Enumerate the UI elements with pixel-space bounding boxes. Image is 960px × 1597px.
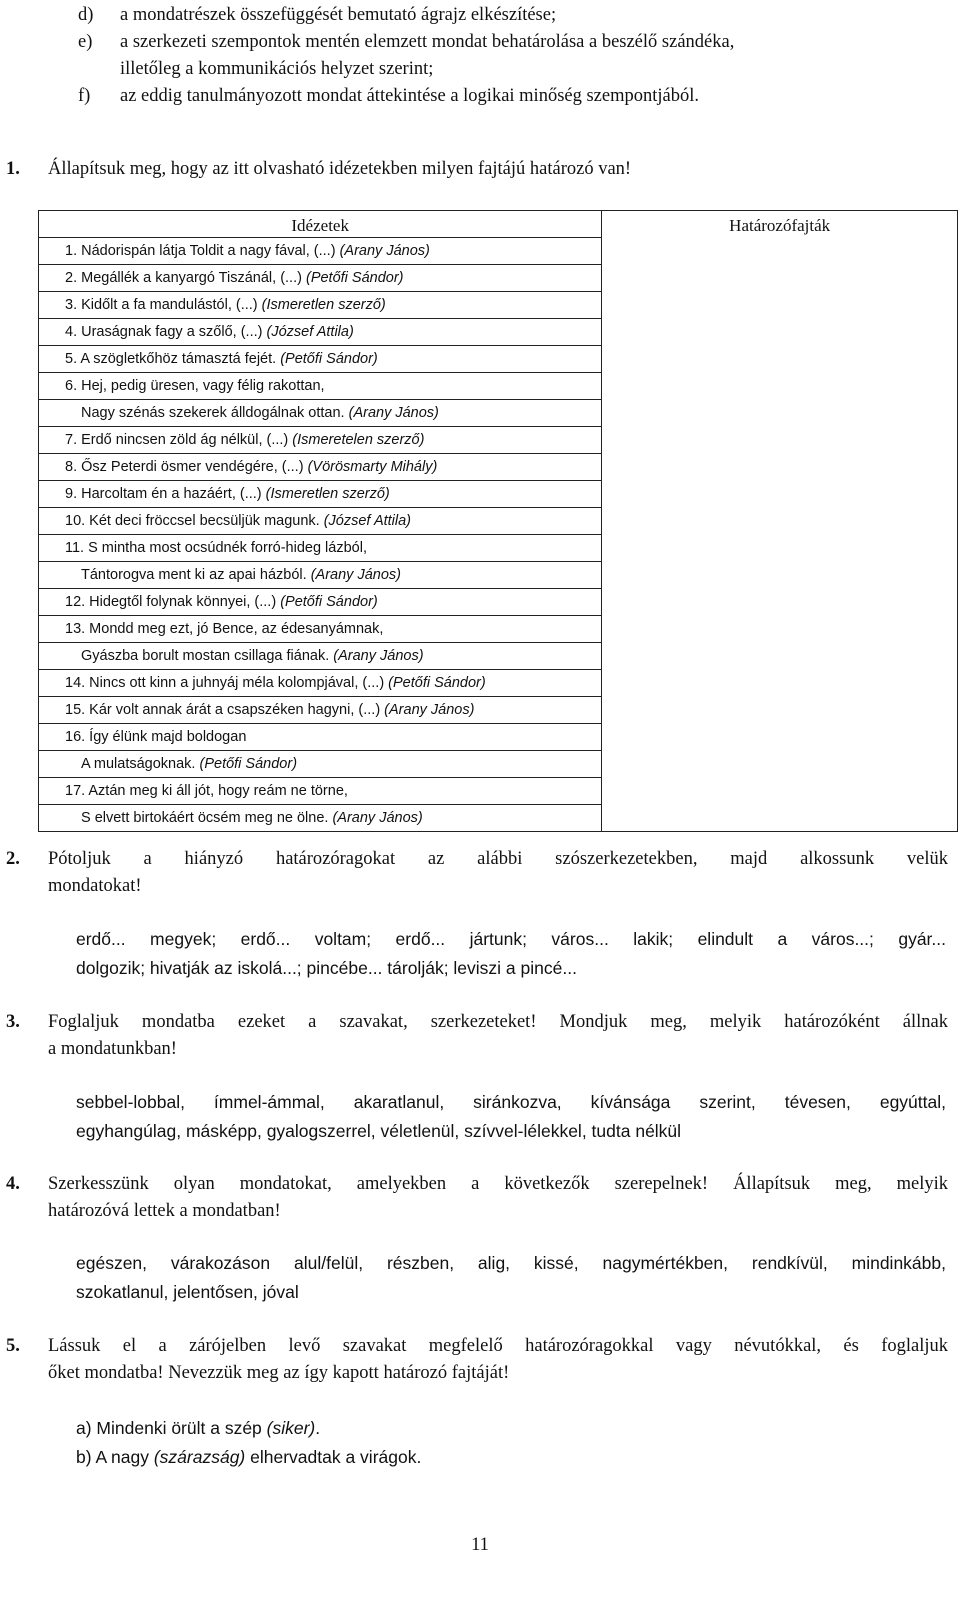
- intro-item-e: [78, 29, 958, 56]
- quote-text: 7. Erdő nincsen zöld ág nélkül, (...): [65, 432, 293, 448]
- intro-list: [78, 2, 958, 110]
- task-text-line2: határozóvá lettek a mondatban!: [48, 1201, 281, 1221]
- quote-row-line: [39, 291, 601, 318]
- quote-author: (József Attila): [266, 324, 354, 340]
- quote-text: 14. Nincs ott kinn a juhnyáj méla kolompjával, (...): [65, 675, 389, 691]
- quote-author: (Petőfi Sándor): [280, 594, 378, 610]
- quote-text: 10. Két deci fröccsel becsüljük magunk.: [65, 513, 324, 529]
- quote-row-line: [39, 777, 601, 804]
- task-3-words-line2: egyhangúlag, másképp, gyalogszerrel, véletlenül, szívvel-lélekkel, tudta nélkül: [76, 1121, 682, 1141]
- task-text-line1: Lássuk el a zárójelben levő szavakat megfelelő határozóragokkal vagy névutókkal, és foglaljuk: [48, 1336, 948, 1356]
- quote-author: (Petőfi Sándor): [280, 351, 378, 367]
- quote-text: 16. Így élünk majd boldogan: [65, 729, 247, 745]
- quote-row-line: [39, 642, 601, 669]
- intro-letter: f): [78, 86, 91, 106]
- intro-item-d: [78, 2, 958, 29]
- quote-row-line: [39, 750, 601, 777]
- quote-text: 5. A szögletkőhöz támasztá fejét.: [65, 351, 281, 367]
- task-text-line2: a mondatunkban!: [48, 1039, 177, 1059]
- intro-text: a mondatrészek összefüggését bemutató ágrajz elkészítése;: [120, 5, 557, 25]
- task-3-words-line1: sebbel-lobbal, ímmel-ámmal, akaratlanul, siránkozva, kívánsága szerint, tévesen, egyúttal,: [76, 1092, 946, 1112]
- quote-row-line: [39, 588, 601, 615]
- quote-text: S elvett birtokáért öcsém meg ne ölne.: [81, 810, 333, 826]
- quote-text: A mulatságoknak.: [81, 756, 200, 772]
- quote-author: (Ismeretlen szerző): [261, 297, 386, 313]
- quote-author: (Arany János): [333, 648, 424, 664]
- task-text-line1: Foglaljuk mondatba ezeket a szavakat, szerkezeteket! Mondjuk meg, melyik határozóként állnak: [48, 1012, 948, 1032]
- intro-text: a szerkezeti szempontok mentén elemzett mondat behatárolása a beszélő szándéka,: [120, 32, 735, 52]
- task-text-line1: Pótoljuk a hiányzó határozóragokat az alábbi szószerkezetekben, majd alkossunk velük: [48, 849, 948, 869]
- quote-text: 12. Hidegtől folynak könnyei, (...): [65, 594, 281, 610]
- quote-text: Tántorogva ment ki az apai házból.: [81, 567, 311, 583]
- quotes-table: [38, 210, 958, 832]
- quote-row-line: [39, 507, 601, 534]
- quote-text: 17. Aztán meg ki áll jót, hogy reám ne törne,: [65, 783, 348, 799]
- quote-author: (Arany János): [339, 243, 430, 259]
- quote-author: (Vörösmarty Mihály): [307, 459, 438, 475]
- quote-text: 1. Nádorispán látja Toldit a nagy fával, (...): [65, 243, 340, 259]
- quote-text: 2. Megállék a kanyargó Tiszánál, (...): [65, 270, 306, 286]
- quote-author: (Ismeretlen szerző): [265, 486, 390, 502]
- quote-author: (Petőfi Sándor): [199, 756, 298, 772]
- quote-row-line: [39, 237, 601, 264]
- task-text-line2: mondatokat!: [48, 876, 142, 896]
- item-a-prefix: a) Mindenki örült a szép: [76, 1418, 267, 1438]
- intro-letter: d): [78, 5, 94, 25]
- quote-author: (Arany János): [384, 702, 475, 718]
- quote-author: (Arany János): [310, 567, 401, 583]
- task-number: 4.: [6, 1174, 20, 1194]
- item-b-prefix: b) A nagy: [76, 1447, 154, 1467]
- quote-text: 9. Harcoltam én a hazáért, (...): [65, 486, 266, 502]
- item-b-suffix: elhervadtak a virágok.: [245, 1447, 422, 1467]
- quote-row-line: [39, 723, 601, 750]
- quote-author: (József Attila): [323, 513, 412, 529]
- quotes-column: [39, 211, 602, 832]
- quote-text: 8. Ősz Peterdi ösmer vendégére, (...): [65, 459, 308, 475]
- item-b-word: (szárazság): [153, 1447, 246, 1467]
- quote-text: Nagy szénás szekerek álldogálnak ottan.: [81, 405, 349, 421]
- task-number: 3.: [6, 1012, 20, 1032]
- quote-rows: [39, 237, 601, 831]
- quote-row-line: [39, 615, 601, 642]
- task-4-words-line1: egészen, várakozáson alul/felül, részben, alig, kissé, nagymértékben, rendkívül, mindinkább,: [76, 1253, 946, 1273]
- intro-letter: e): [78, 32, 93, 52]
- quote-text: 6. Hej, pedig üresen, vagy félig rakottan,: [65, 378, 325, 394]
- quote-author: (Ismeretelen szerző): [292, 432, 425, 448]
- task-number: 2.: [6, 849, 20, 869]
- task-4-words-line2: szokatlanul, jelentősen, jóval: [76, 1282, 299, 1302]
- quote-row-line: [39, 372, 601, 399]
- quote-row-line: [39, 318, 601, 345]
- intro-item-e-continuation: illetőleg a kommunikációs helyzet szerint;: [120, 59, 434, 79]
- page-number: 11: [471, 1535, 489, 1555]
- task-number: 5.: [6, 1336, 20, 1356]
- task-2-example-line1: erdő... megyek; erdő... voltam; erdő... jártunk; város... lakik; elindult a város...; gyár...: [76, 929, 946, 949]
- intro-item-f: [78, 83, 958, 110]
- quote-row-line: [39, 399, 601, 426]
- quote-row-line: [39, 345, 601, 372]
- quote-row-line: [39, 804, 601, 831]
- quote-author: (Petőfi Sándor): [305, 270, 404, 286]
- item-a-suffix: .: [315, 1418, 321, 1438]
- quote-author: (Arany János): [348, 405, 439, 421]
- item-a-word: (siker): [266, 1418, 316, 1438]
- quote-text: 11. S mintha most ocsúdnék forró-hideg lázból,: [65, 540, 367, 556]
- task-5-item-a: [76, 1414, 320, 1443]
- quote-row-line: [39, 426, 601, 453]
- quote-row-line: [39, 480, 601, 507]
- quotes-header: Idézetek: [291, 216, 349, 235]
- quote-text: 13. Mondd meg ezt, jó Bence, az édesanyámnak,: [65, 621, 384, 637]
- intro-text: az eddig tanulmányozott mondat áttekintése a logikai minőség szempontjából.: [120, 86, 700, 106]
- quote-row-line: [39, 453, 601, 480]
- quote-row-line: [39, 561, 601, 588]
- task-2-example-line2: dolgozik; hivatják az iskolá...; pincébe... tárolják; leviszi a pincé...: [76, 958, 577, 978]
- quote-row-line: [39, 264, 601, 291]
- quote-author: (Petőfi Sándor): [388, 675, 486, 691]
- quote-text: 3. Kidőlt a fa mandulástól, (...): [65, 297, 262, 313]
- task-text-line2: őket mondatba! Nevezzük meg az így kapott határozó fajtáját!: [48, 1363, 510, 1383]
- quote-row-line: [39, 696, 601, 723]
- quote-row-line: [39, 669, 601, 696]
- task-text-line1: Szerkesszünk olyan mondatokat, amelyekben a következők szerepelnek! Állapítsuk meg, melyik: [48, 1174, 948, 1194]
- types-header: Határozófajták: [729, 216, 831, 235]
- task-text: Állapítsuk meg, hogy az itt olvasható idézetekben milyen fajtájú határozó van!: [48, 159, 632, 179]
- quote-text: 15. Kár volt annak árát a csapszéken hagyni, (...): [65, 702, 385, 718]
- task-number: 1.: [6, 159, 20, 179]
- quote-author: (Arany János): [332, 810, 423, 826]
- quote-row-line: [39, 534, 601, 561]
- quote-text: Gyászba borult mostan csillaga fiának.: [81, 648, 334, 664]
- adverbial-types-column[interactable]: [602, 211, 958, 832]
- task-5-item-b: [76, 1443, 421, 1472]
- quote-text: 4. Uraságnak fagy a szőlő, (...): [65, 324, 267, 340]
